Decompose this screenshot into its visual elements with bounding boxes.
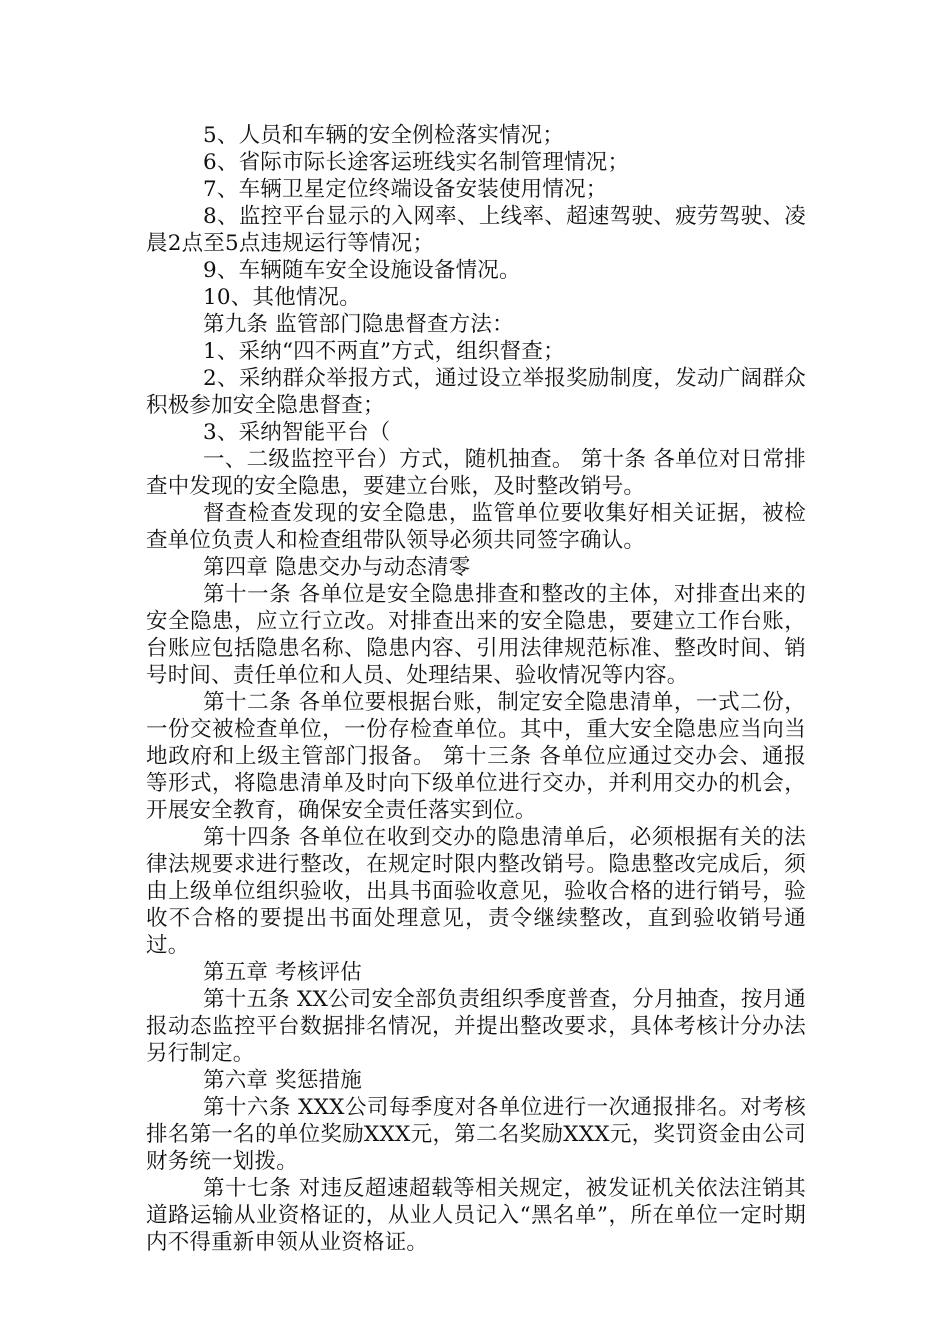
article-16-paragraph: 第十六条 XXX公司每季度对各单位进行一次通报排名。对考核排名第一名的单位奖励XXX元，第二名奖励XXX元，奖罚资金由公司财务统一划拨。	[146, 1095, 806, 1174]
article-14-paragraph: 第十四条 各单位在收到交办的隐患清单后，必须根据有关的法律法规要求进行整改，在规定时限内整改销号。隐患整改完成后，须由上级单位组织验收，出具书面验收意见，验收合格的进行销号，验收不合格的要提出书面处理意见，责令继续整改，直到验收销号通过。	[146, 825, 806, 958]
inspection-evidence-paragraph: 督查检查发现的安全隐患，监管单位要收集好相关证据，被检查单位负责人和检查组带队领导必须共同签字确认。	[146, 501, 806, 553]
article-11-paragraph: 第十一条 各单位是安全隐患排查和整改的主体，对排查出来的安全隐患，应立行立改。对排查出来的安全隐患，要建立工作台账，台账应包括隐患名称、隐患内容、引用法律规范标准、整改时间、销号时间、责任单位和人员、处理结果、验收情况等内容。	[146, 582, 806, 688]
chapter-4-heading: 第四章 隐患交办与动态清零	[203, 555, 471, 580]
article-12-13-paragraph: 第十二条 各单位要根据台账，制定安全隐患清单，一式二份，一份交被检查单位，一份存检查单位。其中，重大安全隐患应当向当地政府和上级主管部门报备。 第十三条 各单位应通过交办会、通报等形式，将隐患清单及时向下级单位进行交办，并利用交办的机会，开展安全教育，确保安全责任落实到位。	[146, 690, 806, 823]
chapter-5-heading: 第五章 考核评估	[203, 960, 362, 985]
list-item-9: 9、车辆随车安全设施设备情况。	[203, 258, 521, 283]
document-body	[146, 122, 806, 1256]
chapter-6-heading: 第六章 奖惩措施	[203, 1068, 362, 1093]
list-item-8: 8、监控平台显示的入网率、上线率、超速驾驶、疲劳驾驶、凌晨2点至5点违规运行等情况；	[146, 204, 806, 256]
article-15-paragraph: 第十五条 XX公司安全部负责组织季度普查，分月抽查，按月通报动态监控平台数据排名情况，并提出整改要求，具体考核计分办法另行制定。	[146, 987, 806, 1066]
article-17-paragraph: 第十七条 对违反超速超载等相关规定，被发证机关依法注销其道路运输从业资格证的，从业人员记入“黑名单”，所在单位一定时期内不得重新申领从业资格证。	[146, 1176, 806, 1255]
list-item-7: 7、车辆卫星定位终端设备安装使用情况；	[203, 177, 608, 202]
method-item-1: 1、采纳“四不两直”方式，组织督查；	[203, 339, 565, 364]
list-item-6: 6、省际市际长途客运班线实名制管理情况；	[203, 150, 630, 175]
method-item-2: 2、采纳群众举报方式，通过设立举报奖励制度，发动广阔群众积极参加安全隐患督查；	[146, 366, 806, 418]
method-item-3: 3、采纳智能平台（	[203, 420, 391, 445]
list-item-10: 10、其他情况。	[203, 285, 361, 310]
list-item-5: 5、人员和车辆的安全例检落实情况；	[203, 123, 565, 148]
article-10-paragraph: 一、二级监控平台）方式，随机抽查。 第十条 各单位对日常排查中发现的安全隐患，要建立台账，及时整改销号。	[146, 447, 806, 499]
article-9-heading: 第九条 监管部门隐患督查方法：	[203, 312, 514, 337]
